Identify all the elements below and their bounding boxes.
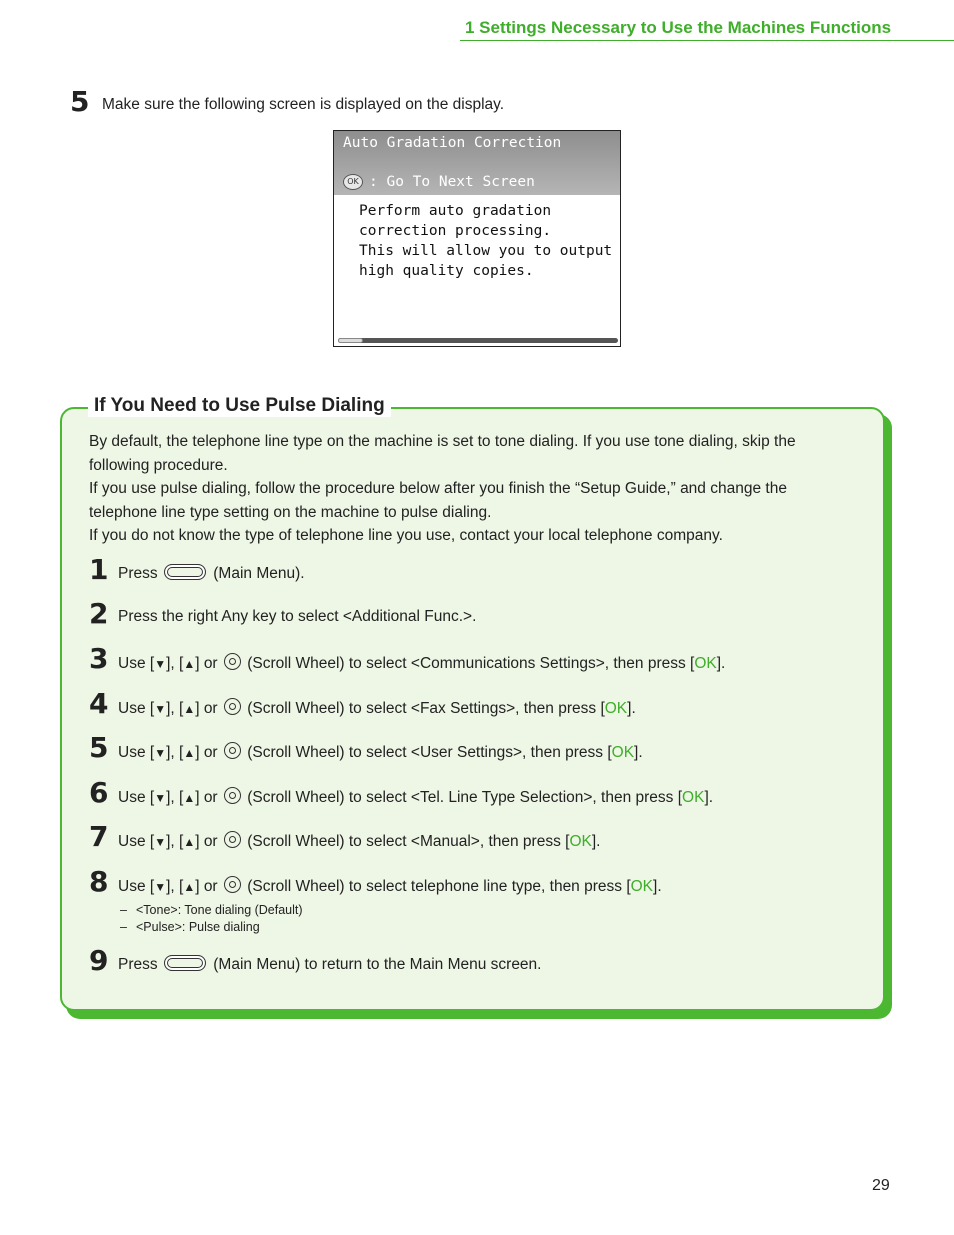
lcd-header bbox=[334, 131, 620, 195]
step-number: 1 bbox=[89, 553, 109, 586]
ok-key-label: OK bbox=[611, 744, 635, 761]
lcd-progress-fill bbox=[338, 338, 363, 343]
step-text: Use [▼], [▲] or (Scroll Wheel) to select <User Settings>, then press [OK]. bbox=[118, 744, 643, 761]
down-arrow-icon: ▼ bbox=[154, 657, 167, 671]
step-number: 9 bbox=[89, 944, 109, 977]
scroll-wheel-icon bbox=[224, 698, 241, 715]
up-arrow-icon: ▲ bbox=[183, 791, 196, 805]
scroll-wheel-icon bbox=[224, 653, 241, 670]
step-text: Press (Main Menu) to return to the Main Menu screen. bbox=[118, 956, 542, 973]
step-text: Use [▼], [▲] or (Scroll Wheel) to select <Communications Settings>, then press [OK]. bbox=[118, 655, 726, 672]
ok-key-label: OK bbox=[694, 655, 717, 672]
step-text: Use [▼], [▲] or (Scroll Wheel) to select <Manual>, then press [OK]. bbox=[118, 833, 601, 850]
down-arrow-icon: ▼ bbox=[154, 702, 167, 716]
scroll-wheel-icon bbox=[224, 787, 241, 804]
down-arrow-icon: ▼ bbox=[154, 880, 167, 894]
lcd-line: correction processing. bbox=[359, 223, 552, 239]
main-menu-key-icon bbox=[164, 955, 206, 971]
lcd-subtitle-text: : Go To Next Screen bbox=[369, 174, 535, 190]
step-number: 3 bbox=[89, 642, 109, 675]
list-item: – <Tone>: Tone dialing (Default) bbox=[120, 903, 303, 917]
down-arrow-icon: ▼ bbox=[154, 791, 167, 805]
lcd-screen bbox=[333, 130, 621, 347]
panel-title: If You Need to Use Pulse Dialing bbox=[88, 395, 391, 417]
ok-key-label: OK bbox=[630, 878, 654, 895]
step-number: 7 bbox=[89, 820, 109, 853]
up-arrow-icon: ▲ bbox=[183, 746, 196, 760]
header-rule bbox=[460, 40, 954, 41]
page-header-title: 1 Settings Necessary to Use the Machines Functions bbox=[465, 18, 892, 37]
step-text: Use [▼], [▲] or (Scroll Wheel) to select <Fax Settings>, then press [OK]. bbox=[118, 700, 636, 717]
step-number: 8 bbox=[89, 865, 109, 898]
lcd-subtitle bbox=[343, 174, 535, 190]
up-arrow-icon: ▲ bbox=[183, 657, 196, 671]
intro-paragraph: By default, the telephone line type on the machine is set to tone dialing. If you use tone dialing, skip the following procedure. bbox=[89, 433, 796, 474]
page-number: 29 bbox=[872, 1177, 890, 1194]
ok-key-label: OK bbox=[569, 833, 592, 850]
up-arrow-icon: ▲ bbox=[183, 880, 196, 894]
lcd-progress-bar bbox=[338, 338, 618, 343]
scroll-wheel-icon bbox=[224, 876, 241, 893]
ok-key-label: OK bbox=[604, 700, 628, 717]
step-text: Make sure the following screen is displayed on the display. bbox=[102, 96, 505, 113]
intro-paragraph: If you use pulse dialing, follow the procedure below after you finish the “Setup Guide,” and change the telephone line type setting on the machine to pulse dialing. bbox=[89, 480, 787, 521]
lcd-line: This will allow you to output bbox=[359, 243, 613, 259]
step-number: 5 bbox=[89, 731, 109, 764]
scroll-wheel-icon bbox=[224, 742, 241, 759]
step-text: Press (Main Menu). bbox=[118, 565, 305, 582]
step-text: Use [▼], [▲] or (Scroll Wheel) to select telephone line type, then press [OK]. bbox=[118, 878, 662, 895]
step-text: Use [▼], [▲] or (Scroll Wheel) to select <Tel. Line Type Selection>, then press [OK]. bbox=[118, 789, 714, 806]
step-text: Press the right Any key to select <Additional Func.>. bbox=[118, 608, 477, 625]
panel-intro bbox=[89, 430, 849, 548]
down-arrow-icon: ▼ bbox=[154, 835, 167, 849]
up-arrow-icon: ▲ bbox=[183, 835, 196, 849]
step-number: 5 bbox=[70, 85, 90, 118]
step-number: 6 bbox=[89, 776, 109, 809]
scroll-wheel-icon bbox=[224, 831, 241, 848]
ok-key-label: OK bbox=[682, 789, 705, 806]
lcd-line: high quality copies. bbox=[359, 263, 534, 279]
main-menu-key-icon bbox=[164, 564, 206, 580]
lcd-line: Perform auto gradation bbox=[359, 203, 552, 219]
lcd-message bbox=[359, 201, 612, 281]
up-arrow-icon: ▲ bbox=[183, 702, 196, 716]
down-arrow-icon: ▼ bbox=[154, 746, 167, 760]
lcd-title: Auto Gradation Correction bbox=[343, 135, 562, 151]
list-item: – <Pulse>: Pulse dialing bbox=[120, 920, 260, 934]
step-number: 2 bbox=[89, 597, 109, 630]
step-number: 4 bbox=[89, 687, 109, 720]
ok-key-icon: OK bbox=[343, 174, 363, 190]
intro-paragraph: If you do not know the type of telephone line you use, contact your local telephone company. bbox=[89, 527, 723, 544]
